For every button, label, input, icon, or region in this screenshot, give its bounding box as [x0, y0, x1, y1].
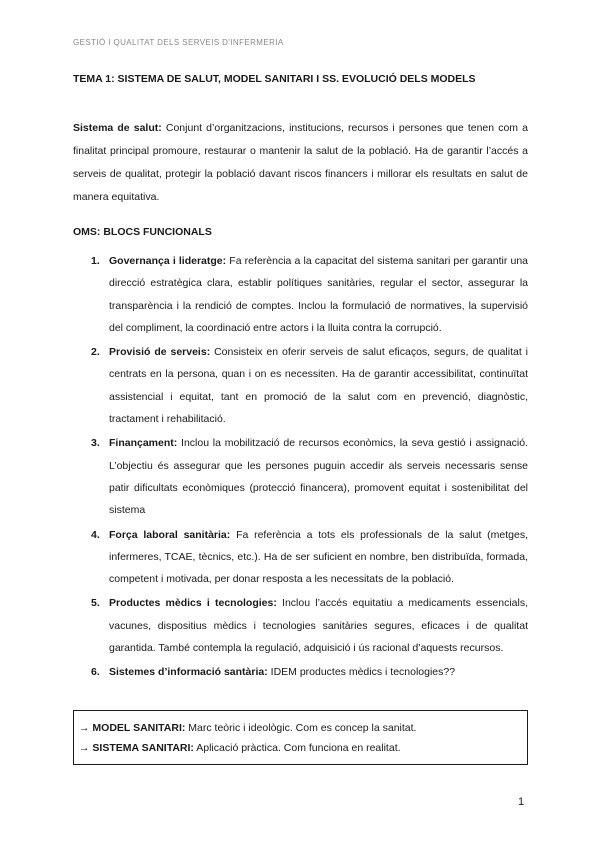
list-item-number: 6.: [91, 666, 100, 679]
list-item-title: Provisió de serveis:: [109, 346, 211, 359]
list-item-number: 3.: [91, 437, 100, 450]
list-item-title: Finançament:: [109, 437, 178, 450]
list-item-text: IDEM productes mèdics i tecnologies??: [267, 666, 456, 679]
arrow-right-icon: →: [79, 742, 93, 754]
list-item-title: Sistemes d’informació santària:: [109, 666, 268, 679]
list-item-number: 1.: [91, 255, 100, 267]
page-number: 1: [518, 796, 525, 808]
list-item-text: Inclou la mobilització de recursos econòmics, la seva gestió i assignació. L’objectiu és assegurar que les persones puguin accedir als serveis necessaris sense patir dificultats econòmiques (protecció financera), promovent equitat i sostenibilitat del sistema: [109, 437, 528, 517]
list-item: [91, 524, 528, 591]
list-item: [91, 432, 528, 521]
list-item-number: 2.: [91, 346, 100, 359]
summary-label: MODEL SANITARI:: [92, 722, 186, 734]
list-item-text: Fa referència a la capacitat del sistema sanitari per garantir una direcció estratègica clara, establir polítiques sanitàries, regular el sector, assegurar la transparència i la rendició de comptes. Inclou la formulació de normatives, la supervisió del compliment, la coordinació entre actors i la lluita contra la corrupció.: [109, 255, 528, 334]
summary-text: Marc teòric i ideològic. Com es concep la sanitat.: [185, 722, 417, 734]
summary-line-system: [79, 738, 522, 758]
list-item-text: Inclou l’accés equitatiu a medicaments essencials, vacunes, dispositius mèdics i tecnologies sanitàries segures, eficaces i de qualitat garantida. També contempla la regulació, adquisició i ús racional d’aquests recursos.: [109, 597, 529, 655]
list-item-number: 4.: [91, 528, 100, 541]
list-item: [91, 592, 529, 659]
list-item-title: Productes mèdics i tecnologies:: [109, 597, 277, 610]
intro-paragraph: [73, 117, 528, 209]
summary-label: SISTEMA SANITARI:: [92, 742, 194, 754]
list-item: [91, 341, 528, 430]
arrow-right-icon: →: [79, 722, 93, 734]
list-item-title: Força laboral sanitària:: [109, 528, 231, 541]
list-item-text: Consisteix en oferir serveis de salut eficaços, segurs, de qualitat i centrats en la persona, quan i on es necessiten. Ha de garantir accessibilitat, continuïtat assistencial i equitat, tant en promoció de la salut com en prevenció, diagnòstic, tractament i rehabilitació.: [109, 346, 528, 426]
list-item-text: Fa referència a tots els professionals de la salut (metges, infermeres, TCAE, tècnics, etc.). Ha de ser suficient en nombre, ben distribuïda, formada, competent i motivada, per donar resposta a les necessitats de la població.: [109, 528, 528, 586]
document-title: TEMA 1: SISTEMA DE SALUT, MODEL SANITARI I SS. EVOLUCIÓ DELS MODELS: [73, 73, 476, 85]
list-item: [91, 661, 528, 683]
functional-blocks-list: [91, 250, 529, 686]
list-item-title: Governança i lideratge:: [109, 255, 227, 267]
summary-box: [73, 710, 528, 765]
section-title: OMS: BLOCS FUNCIONALS: [73, 226, 212, 238]
summary-line-model: [79, 718, 522, 738]
running-header: GESTIÓ I QUALITAT DELS SERVEIS D'INFERMERIA: [73, 38, 284, 47]
summary-text: Aplicació pràctica. Com funciona en realitat.: [193, 742, 401, 754]
list-item-number: 5.: [91, 597, 100, 610]
intro-term: Sistema de salut:: [73, 122, 162, 134]
list-item: [91, 250, 528, 339]
intro-text: Conjunt d’organitzacions, institucions, recursos i persones que tenen com a finalitat principal promoure, restaurar o mantenir la salut de la població. Ha de garantir l’accés a serveis de qualitat, protegir la població davant riscos financers i millorar els resultats en salut de manera equitativa.: [73, 122, 528, 203]
